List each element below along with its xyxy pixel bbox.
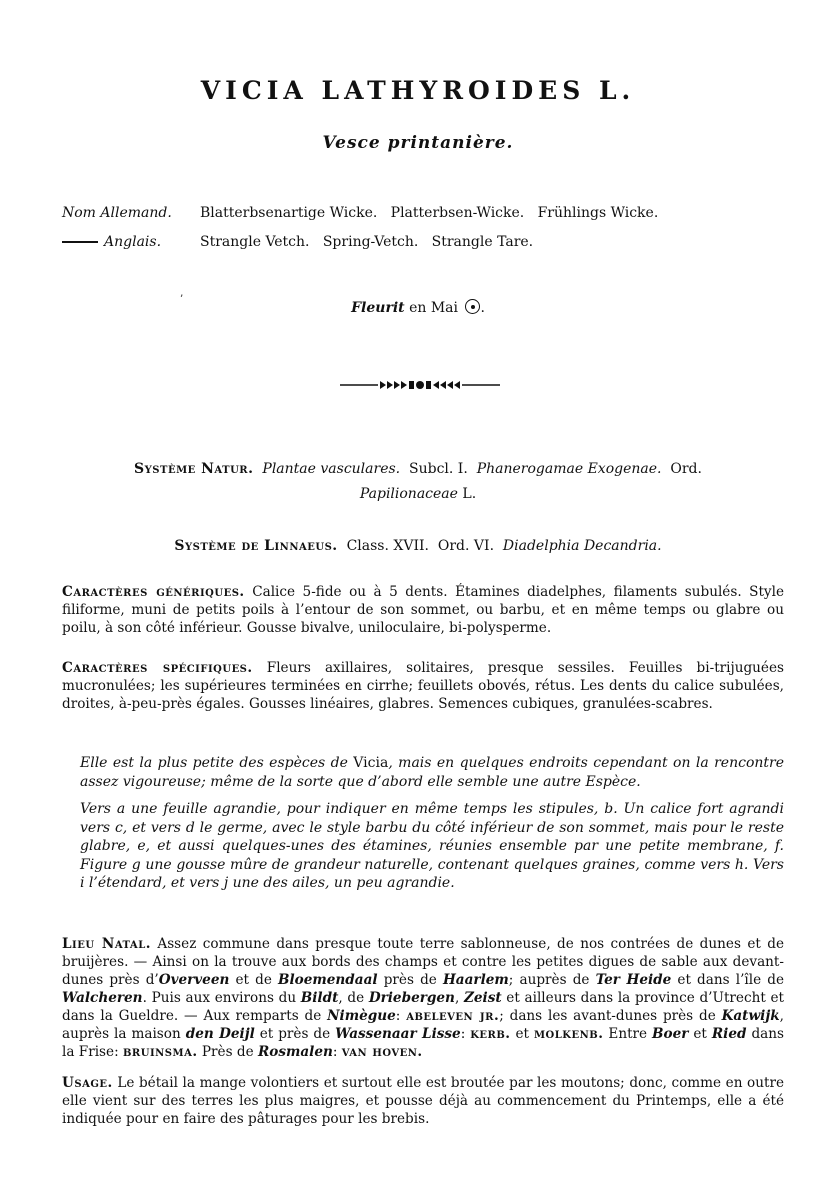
author-name: van hoven. (341, 1044, 423, 1060)
habitat-text: et de (229, 972, 279, 988)
habitat-text: et près de (254, 1026, 336, 1042)
note-paragraph (80, 754, 784, 791)
note-genus: Vicia (353, 755, 389, 771)
author-name: bruinsma. (122, 1044, 198, 1060)
flowering-line: Fleurit en Mai . (351, 300, 485, 316)
habitat-label: Lieu Natal. (62, 936, 151, 952)
specific-characters-paragraph (62, 659, 784, 713)
habitat-text: et dans l’île de (671, 972, 785, 988)
place-name: Katwijk (721, 1008, 780, 1024)
english-label: Anglais. (104, 234, 162, 250)
natural-family-author: L. (462, 486, 477, 502)
place-name: Boer (652, 1026, 689, 1042)
habitat-text: et ailleurs dans la province d’Utrecht et dans la Gueldre. — Aux remparts de (62, 990, 784, 1024)
note-part1: Elle est la plus petite des espèces de (80, 755, 348, 771)
habitat-text: près de (377, 972, 443, 988)
natural-class: Plantae vasculares. (262, 461, 401, 477)
natural-subclass: Subcl. I. (409, 461, 468, 477)
usage-text: Le bétail la mange volontiers et surtout elle est broutée par les moutons; donc, comme en outre elle vient sur des terres les plus maigres, et pousse déjà au commencement du Printemps, elle a été indiquée pour en faire des pâturages pour les brebis. (62, 1075, 784, 1127)
habitat-text: : (332, 1044, 342, 1060)
specific-characters-text: Fleurs axillaires, solitaires, presque sessiles. Feuilles bi-trijuguées mucronulées; les supérieures terminées en cirrhe; feuillets obovés, rétus. Les dents du calice subulées, droites, à-peu-près égales. Gousses linéaires, glabres. Semences cubiques, granulées-scabres. (62, 660, 784, 712)
english-label-cell (62, 234, 200, 250)
specific-characters-label: Caractères spécifiques. (62, 660, 253, 676)
natural-system-label: Système Natur. (134, 461, 254, 477)
place-name: Ried (711, 1026, 747, 1042)
natural-system-line (0, 461, 836, 477)
habitat-text: ; dans les avant-dunes près de (499, 1008, 722, 1024)
flowering-text: en Mai (409, 300, 458, 316)
habitat-text: Près de (197, 1044, 258, 1060)
habitat-text: : (460, 1026, 471, 1042)
english-names: Strangle Vetch. Spring-Vetch. Strangle Tare. (200, 234, 534, 250)
place-name: Nimègue (327, 1008, 396, 1024)
place-name: Zeist (463, 990, 502, 1006)
natural-order: Ord. (670, 461, 702, 477)
linnaeus-class: Class. XVII. (346, 538, 429, 554)
place-name: Driebergen (368, 990, 455, 1006)
generic-characters-text: Calice 5-fide ou à 5 dents. Étamines diadelphes, filaments subulés. Style filiforme, muni de petits poils à l’entour de son sommet, ou barbu, et en même temps ou glabre ou poilu, à son côté inférieur. Gousse bivalve, uniloculaire, bi-polysperme. (62, 584, 784, 636)
place-name: Ter Heide (595, 972, 672, 988)
stray-mark: ’ (180, 294, 184, 305)
natural-family: Papilionaceae (359, 486, 458, 502)
ornament-divider-icon (340, 378, 500, 392)
linnaeus-label: Système de Linnaeus. (174, 538, 338, 554)
place-name: Rosmalen (257, 1044, 333, 1060)
habitat-text: : (395, 1008, 407, 1024)
german-names: Blatterbsenartige Wicke. Platterbsen-Wicke. Frühlings Wicke. (200, 205, 659, 221)
french-common-name: Vesce printanière. (322, 133, 514, 153)
german-names-row (62, 205, 658, 221)
habitat-text: . Puis aux environs du (142, 990, 301, 1006)
generic-characters-label: Caractères génériques. (62, 584, 245, 600)
place-name: Walcheren (62, 990, 143, 1006)
natural-subclass-name: Phanerogamae Exogenae. (476, 461, 662, 477)
author-name: abeleven jr. (406, 1008, 500, 1024)
habitat-paragraph (62, 935, 784, 1061)
english-names-row (62, 234, 533, 250)
linnaeus-system-line (0, 538, 836, 554)
linnaeus-order: Ord. VI. (437, 538, 495, 554)
habitat-text: Entre (603, 1026, 653, 1042)
habitat-text: dans la Frise: (62, 1026, 784, 1060)
usage-paragraph (62, 1074, 784, 1128)
place-name: Wassenaar Lisse (335, 1026, 461, 1042)
place-name: Overveen (158, 972, 230, 988)
figure-explanation-paragraph: Vers a une feuille agrandie, pour indiquer en même temps les stipules, b. Un calice fort agrandi vers c, et vers d le germe, avec le style barbu du côté inférieur de son sommet, mais pour le reste glabre, e, et aussi quelques-unes des étamines, réunies ensemble par une petite membrane, f. Figure g une gousse mûre de grandeur naturelle, contenant quelques graines, comme vers h. Vers i l’étendard, et vers j une des ailes, un peu agrandie. (80, 801, 784, 891)
ditto-dash (62, 241, 98, 243)
habitat-text: ; auprès de (508, 972, 596, 988)
note-part2: , mais en quelques endroits cependant on la rencontre assez vigoureuse; même de la sorte que d’abord elle semble une autre Espèce. (80, 755, 785, 790)
usage-label: Usage. (62, 1075, 113, 1091)
place-name: Haarlem (442, 972, 509, 988)
natural-family-line (0, 486, 836, 502)
flowering-label: Fleurit (351, 300, 405, 316)
german-label: Nom Allemand. (62, 205, 172, 221)
place-name: Bloemendaal (278, 972, 378, 988)
author-name: molkenb. (533, 1026, 604, 1042)
place-name: den Deijl (185, 1026, 255, 1042)
species-title: VICIA LATHYROIDES L. (200, 76, 636, 105)
generic-characters-paragraph (62, 583, 784, 637)
place-name: Bildt (300, 990, 339, 1006)
habitat-text: et (688, 1026, 712, 1042)
habitat-text: , (454, 990, 464, 1006)
annual-plant-symbol-icon (465, 299, 480, 314)
habitat-text: et (510, 1026, 534, 1042)
author-name: kerb. (470, 1026, 511, 1042)
habitat-text: , auprès la maison (62, 1008, 784, 1042)
habitat-text: Assez commune dans presque toute terre sablonneuse, de nos contrées de dunes et de bruijères. — Ainsi on la trouve aux bords des champs et contre les petites digues de sable aux devant-dunes près d’ (62, 936, 784, 988)
habitat-text: , de (338, 990, 369, 1006)
linnaeus-name: Diadelphia Decandria. (502, 538, 662, 554)
